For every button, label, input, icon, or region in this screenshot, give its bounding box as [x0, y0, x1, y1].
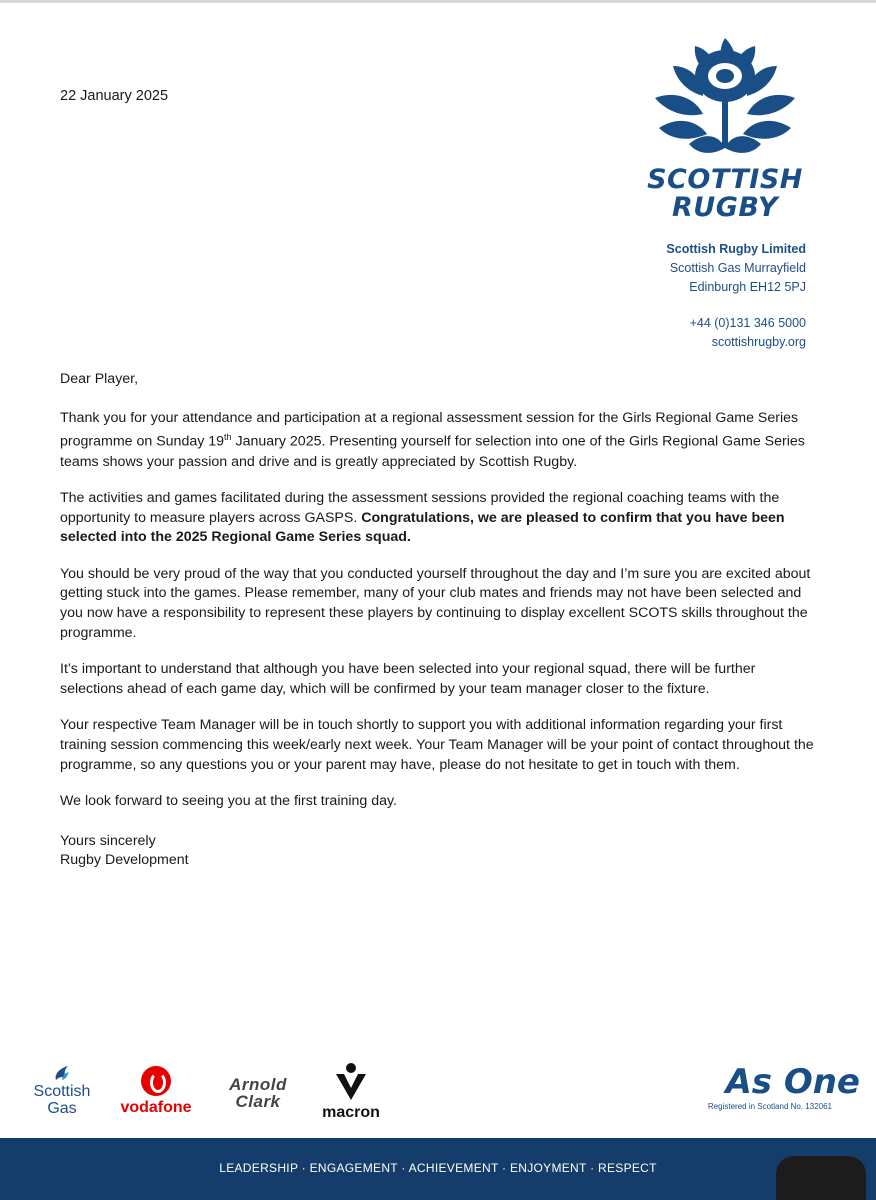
scottish-rugby-logo — [640, 36, 810, 222]
registration-number: Registered in Scotland No. 132061 — [707, 1102, 832, 1111]
sponsor-strip — [0, 1060, 876, 1130]
congratulations-text: Congratulations, we are pleased to confirm that you have been selected into the 2025 Regional Game Series squad. — [60, 509, 785, 546]
page-top-edge — [0, 0, 876, 3]
thistle-icon — [645, 36, 805, 166]
as-one-title: As One — [725, 1062, 860, 1102]
footer-bar — [0, 1138, 876, 1200]
paragraph-3: You should be very proud of the way that you conducted yourself throughout the day and I’m sure you are excited about getting stuck into the games. Please remember, many of your club mates and friends may not have been selected and you now have a responsibility to represent these players by continuing to display excellent SCOTS skills throughout the programme. — [60, 565, 811, 641]
paragraph-1: Thank you for your attendance and participation at a regional assessment session for the Girls Regional Game Series programme on Sunday 19th January 2025. Presenting yourself for selection into one of the Girls Regional Game Series teams shows your passion and drive and is greatly appreciated by Scottish Rugby. — [60, 409, 805, 470]
address-website: scottishrugby.org — [711, 335, 806, 349]
scottish-gas-logo: Scottish Gas — [22, 1064, 102, 1117]
vodafone-speechmark-icon — [141, 1066, 171, 1096]
paragraph-6: We look forward to seeing you at the first training day. — [60, 793, 397, 810]
macron-logo: macron — [314, 1062, 388, 1122]
letter-body — [60, 370, 820, 871]
address-phone: +44 (0)131 346 5000 — [689, 316, 806, 330]
address-org: Scottish Rugby Limited — [666, 242, 806, 256]
as-one-logo — [690, 1064, 860, 1111]
signature-block — [60, 832, 820, 871]
values-strapline: LEADERSHIP · ENGAGEMENT · ACHIEVEMENT · ENJOYMENT · RESPECT — [219, 1161, 657, 1175]
sender-address — [666, 240, 806, 352]
flame-icon — [52, 1064, 72, 1082]
address-line-1: Scottish Gas Murrayfield — [669, 261, 806, 275]
vodafone-logo: vodafone — [112, 1066, 200, 1117]
macron-hero-icon — [334, 1062, 368, 1102]
overlay-corner — [776, 1156, 866, 1200]
logo-word-rugby: RUGBY — [671, 192, 779, 223]
letter-date: 22 January 2025 — [60, 88, 169, 104]
closing: Yours sincerely — [60, 832, 156, 849]
logo-word-scottish: SCOTTISH — [647, 164, 803, 195]
paragraph-4: It’s important to understand that although you have been selected into your regional squad, there will be further selections ahead of each game day, which will be confirmed by your team manager closer to the fixture. — [60, 661, 756, 697]
arnold-clark-logo: Arnold Clark — [229, 1075, 287, 1111]
address-line-2: Edinburgh EH12 5PJ — [689, 280, 806, 294]
signatory: Rugby Development — [60, 852, 189, 869]
paragraph-2: The activities and games facilitated during the assessment sessions provided the regional coaching teams with the opportunity to measure players across GASPS. Congratulations, we are pleased to confirm that you have been selected into the 2025 Regional Game Series squad. — [60, 490, 785, 546]
greeting: Dear Player, — [60, 371, 139, 387]
paragraph-5: Your respective Team Manager will be in touch shortly to support you with additional information regarding your first training session commencing this week/early next week. Your Team Manager will be your point of contact throughout the programme, so any questions you or your parent may have, please do not hesitate to get in touch with them. — [60, 717, 814, 773]
